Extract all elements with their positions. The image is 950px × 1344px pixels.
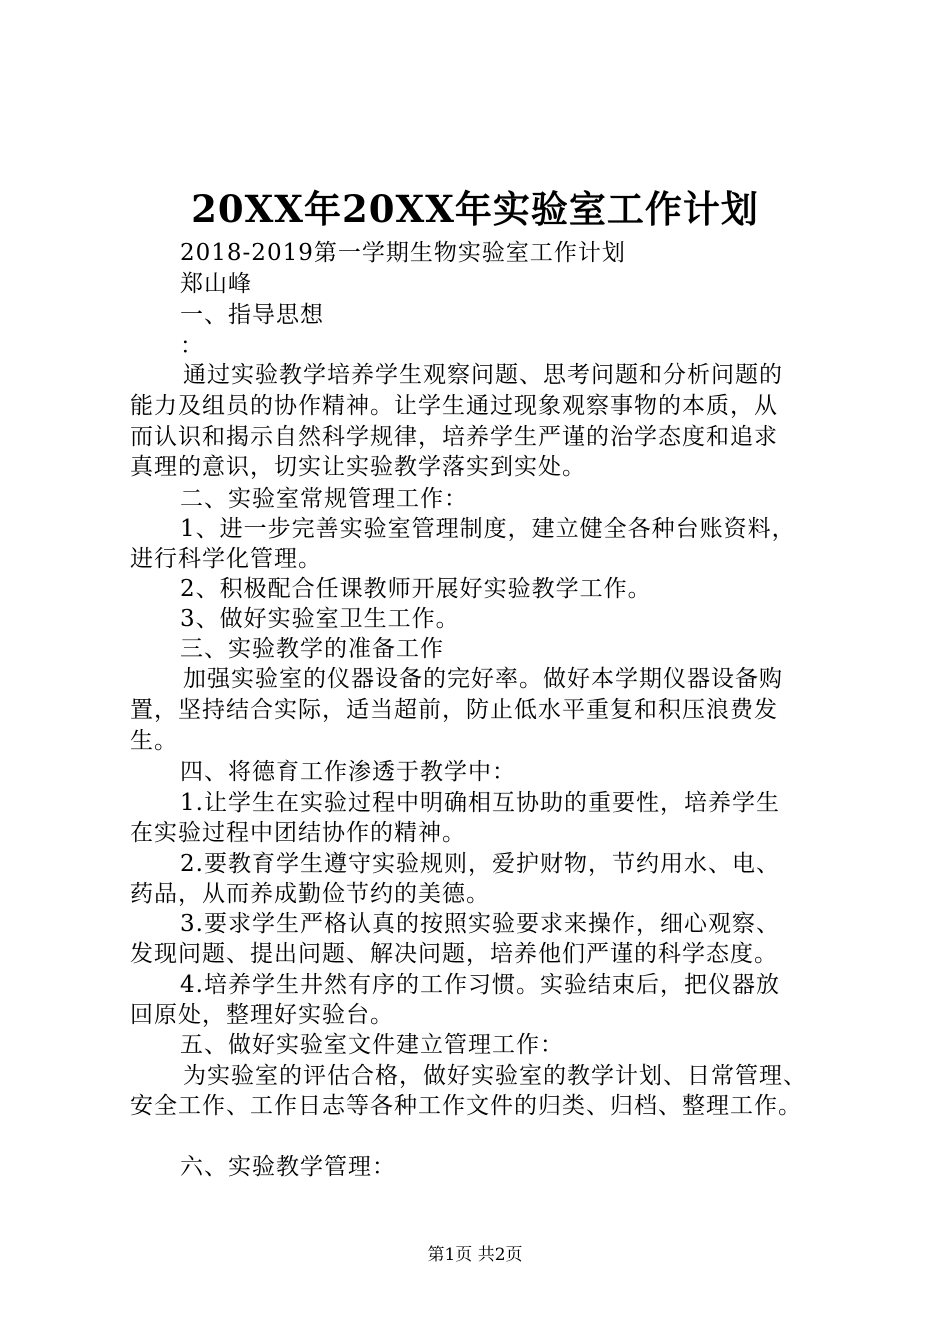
item-4-4-line-2: 回原处，整理好实验台。	[130, 1002, 394, 1028]
paragraph-3-line-2: 置，坚持结合实际，适当超前，防止低水平重复和积压浪费发	[130, 697, 778, 723]
item-2-1-line-1: 1、进一步完善实验室管理制度，建立健全各种台账资料，	[180, 516, 796, 542]
item-2-1-line-2: 进行科学化管理。	[130, 546, 322, 572]
item-4-1-line-1: 1.让学生在实验过程中明确相互协助的重要性，培养学生	[180, 790, 780, 816]
paragraph-1-line-1: 通过实验教学培养学生观察问题、思考问题和分析问题的	[183, 362, 783, 388]
line-subtitle: 2018-2019第一学期生物实验室工作计划	[180, 240, 626, 266]
paragraph-5-line-1: 为实验室的评估合格，做好实验室的教学计划、日常管理、	[183, 1063, 807, 1089]
item-4-2-line-2: 药品，从而养成勤俭节约的美德。	[130, 881, 490, 907]
heading-4: 四、将德育工作渗透于教学中：	[180, 759, 516, 785]
heading-6: 六、实验教学管理：	[180, 1154, 396, 1180]
line-author: 郑山峰	[180, 271, 252, 297]
heading-2: 二、实验室常规管理工作：	[180, 486, 468, 512]
item-4-4-line-1: 4.培养学生井然有序的工作习惯。实验结束后，把仪器放	[180, 972, 780, 998]
line-colon: ：	[180, 333, 204, 359]
heading-3: 三、实验教学的准备工作	[180, 636, 444, 662]
paragraph-5-line-2: 安全工作、工作日志等各种工作文件的归类、归档、整理工作。	[130, 1093, 802, 1119]
item-2-3: 3、做好实验室卫生工作。	[180, 606, 460, 632]
item-4-3-line-1: 3.要求学生严格认真的按照实验要求来操作，细心观察、	[180, 911, 780, 937]
page-number: 第1页 共2页	[427, 1245, 523, 1265]
paragraph-1-line-2: 能力及组员的协作精神。让学生通过现象观察事物的本质，从	[130, 393, 778, 419]
item-4-1-line-2: 在实验过程中团结协作的精神。	[130, 820, 466, 846]
paragraph-1-line-3: 而认识和揭示自然科学规律，培养学生严谨的治学态度和追求	[130, 424, 778, 450]
document-title: 20XX年20XX年实验室工作计划	[191, 187, 759, 231]
heading-1: 一、指导思想	[180, 302, 324, 328]
item-4-3-line-2: 发现问题、提出问题、解决问题，培养他们严谨的科学态度。	[130, 941, 778, 967]
paragraph-3-line-1: 加强实验室的仪器设备的完好率。做好本学期仪器设备购	[183, 666, 783, 692]
item-4-2-line-1: 2.要教育学生遵守实验规则，爱护财物，节约用水、电、	[180, 851, 780, 877]
item-2-2: 2、积极配合任课教师开展好实验教学工作。	[180, 576, 652, 602]
paragraph-1-line-4: 真理的意识，切实让实验教学落实到实处。	[130, 454, 586, 480]
paragraph-3-line-3: 生。	[130, 728, 178, 754]
heading-5: 五、做好实验室文件建立管理工作：	[180, 1032, 564, 1058]
